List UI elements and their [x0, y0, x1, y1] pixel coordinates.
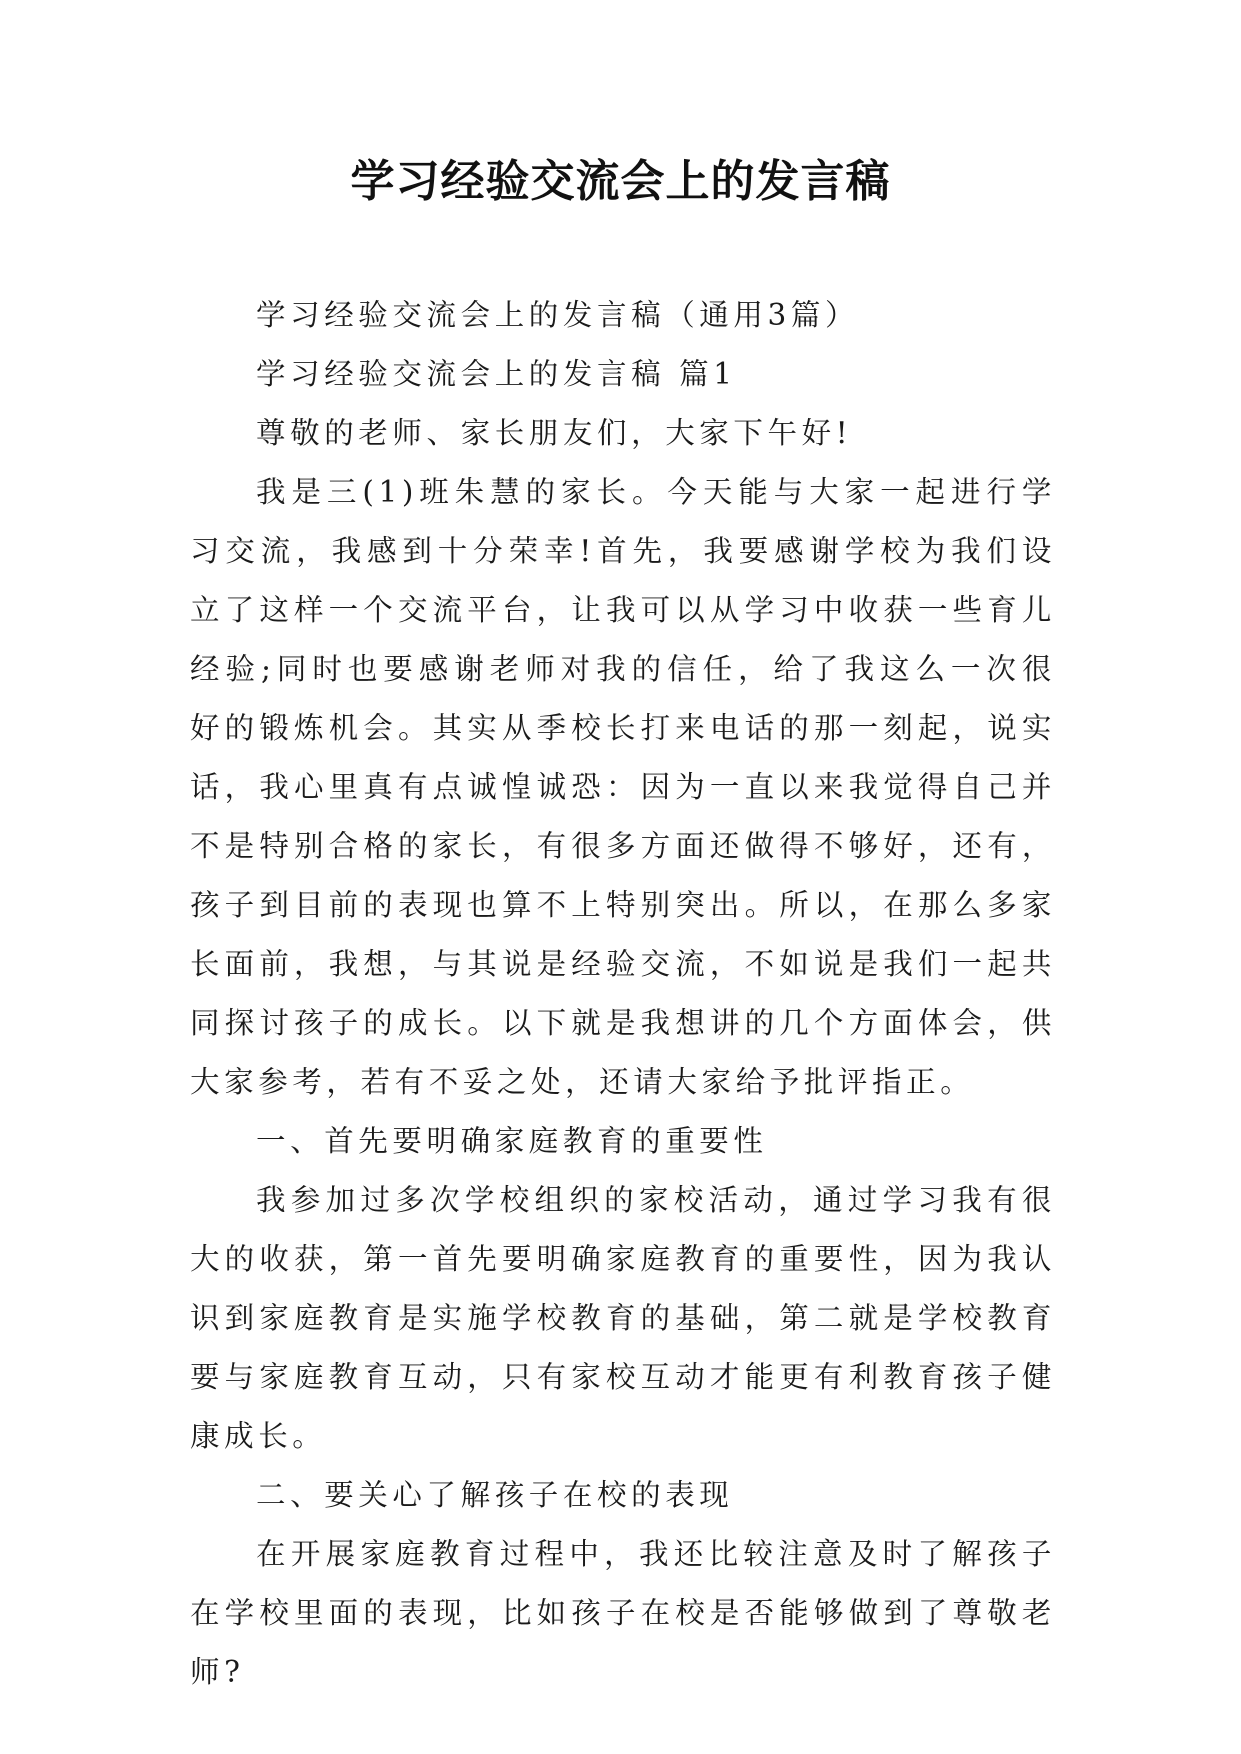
section-heading-2: 二、要关心了解孩子在校的表现	[256, 1478, 734, 1512]
document-body	[190, 286, 1056, 1702]
paragraph-section-1: 我参加过多次学校组织的家校活动，通过学习我有很大的收获，第一首先要明确家庭教育的重要性，因为我认识到家庭教育是实施学校教育的基础，第二就是学校教育要与家庭教育互动，只有家校互动才能更有利教育孩子健康成长。	[190, 1183, 1056, 1453]
paragraph-heading-part-1: 学习经验交流会上的发言稿 篇1	[256, 357, 737, 391]
document-title: 学习经验交流会上的发言稿	[350, 156, 891, 207]
paragraph-section-2: 在开展家庭教育过程中，我还比较注意及时了解孩子在学校里面的表现，比如孩子在校是否能够做到了尊敬老师?	[190, 1537, 1056, 1689]
paragraph-heading-collection: 学习经验交流会上的发言稿（通用3篇）	[256, 298, 860, 332]
section-heading-1: 一、首先要明确家庭教育的重要性	[256, 1124, 768, 1158]
paragraph-greeting: 尊敬的老师、家长朋友们，大家下午好!	[256, 416, 853, 450]
paragraph-introduction: 我是三(1)班朱慧的家长。今天能与大家一起进行学习交流，我感到十分荣幸!首先，我要感谢学校为我们设立了这样一个交流平台，让我可以从学习中收获一些育儿经验;同时也要感谢老师对我的信任，给了我这么一次很好的锻炼机会。其实从季校长打来电话的那一刻起，说实话，我心里真有点诚惶诚恐：因为一直以来我觉得自己并不是特别合格的家长，有很多方面还做得不够好，还有，孩子到目前的表现也算不上特别突出。所以，在那么多家长面前，我想，与其说是经验交流，不如说是我们一起共同探讨孩子的成长。以下就是我想讲的几个方面体会，供大家参考，若有不妥之处，还请大家给予批评指正。	[190, 475, 1056, 1099]
